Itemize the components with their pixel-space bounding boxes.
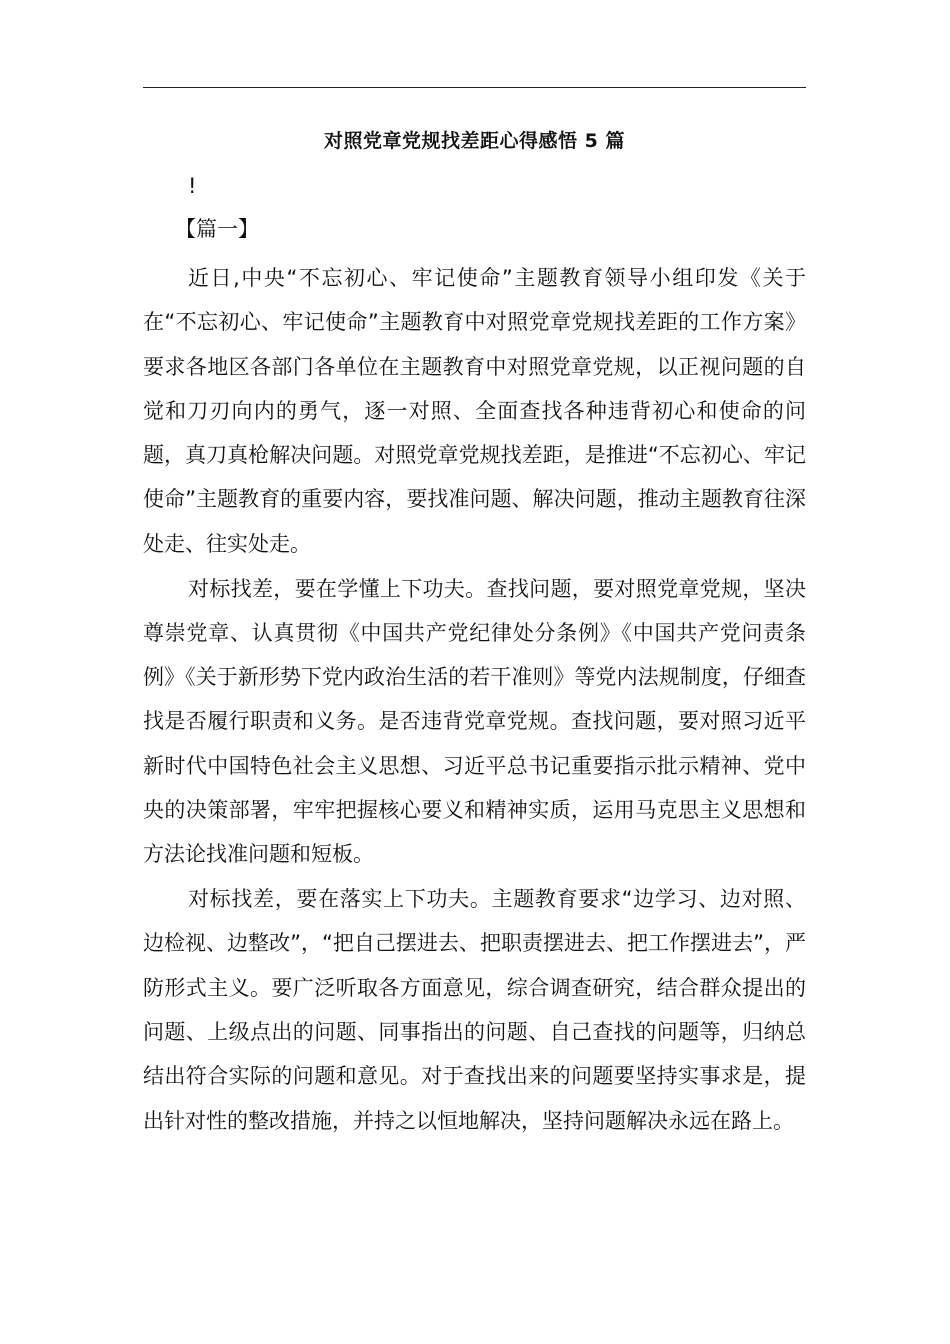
section-heading: 【篇一】 — [175, 217, 259, 241]
paragraph-1: 近日,中央“不忘初心、牢记使命”主题教育领导小组印发《关于在“不忘初心、牢记使命”主题教育中对照党章党规找差距的工作方案》要求各地区各部门各单位在主题教育中对照党章党规，以正视问题的自觉和刀刃向内的勇气，逐一对照、全面查找各种违背初心和使命的问题，真刀真枪解决问题。对照党章党规找差距，是推进“不忘初心、牢记使命”主题教育的重要内容，要找准问题、解决问题，推动主题教育往深处走、往实处走。 — [143, 266, 806, 556]
paragraph-3: 对标找差，要在落实上下功夫。主题教育要求“边学习、边对照、边检视、边整改”，“把自己摆进去、把职责摆进去、把工作摆进去”，严防形式主义。要广泛听取各方面意见，综合调查研究，结合群众提出的问题、上级点出的问题、同事指出的问题、自己查找的问题等，归纳总结出符合实际的问题和意见。对于查找出来的问题要坚持实事求是，提出针对性的整改措施，并持之以恒地解决，坚持问题解决永远在路上。 — [143, 887, 806, 1133]
header-rule — [143, 87, 806, 88]
body-text — [143, 256, 806, 1143]
document-title: 对照党章党规找差距心得感悟 5 篇 — [324, 130, 625, 152]
paragraph-2: 对标找差，要在学懂上下功夫。查找问题，要对照党章党规，坚决尊崇党章、认真贯彻《中国共产党纪律处分条例》《中国共产党问责条例》《关于新形势下党内政治生活的若干准则》等党内法规制度，仔细查找是否履行职责和义务。是否违背党章党规。查找问题，要对照习近平新时代中国特色社会主义思想、习近平总书记重要指示批示精神、党中央的决策部署，牢牢把握核心要义和精神实质，运用马克思主义思想和方法论找准问题和短板。 — [143, 576, 806, 867]
stray-mark: ! — [188, 174, 197, 198]
